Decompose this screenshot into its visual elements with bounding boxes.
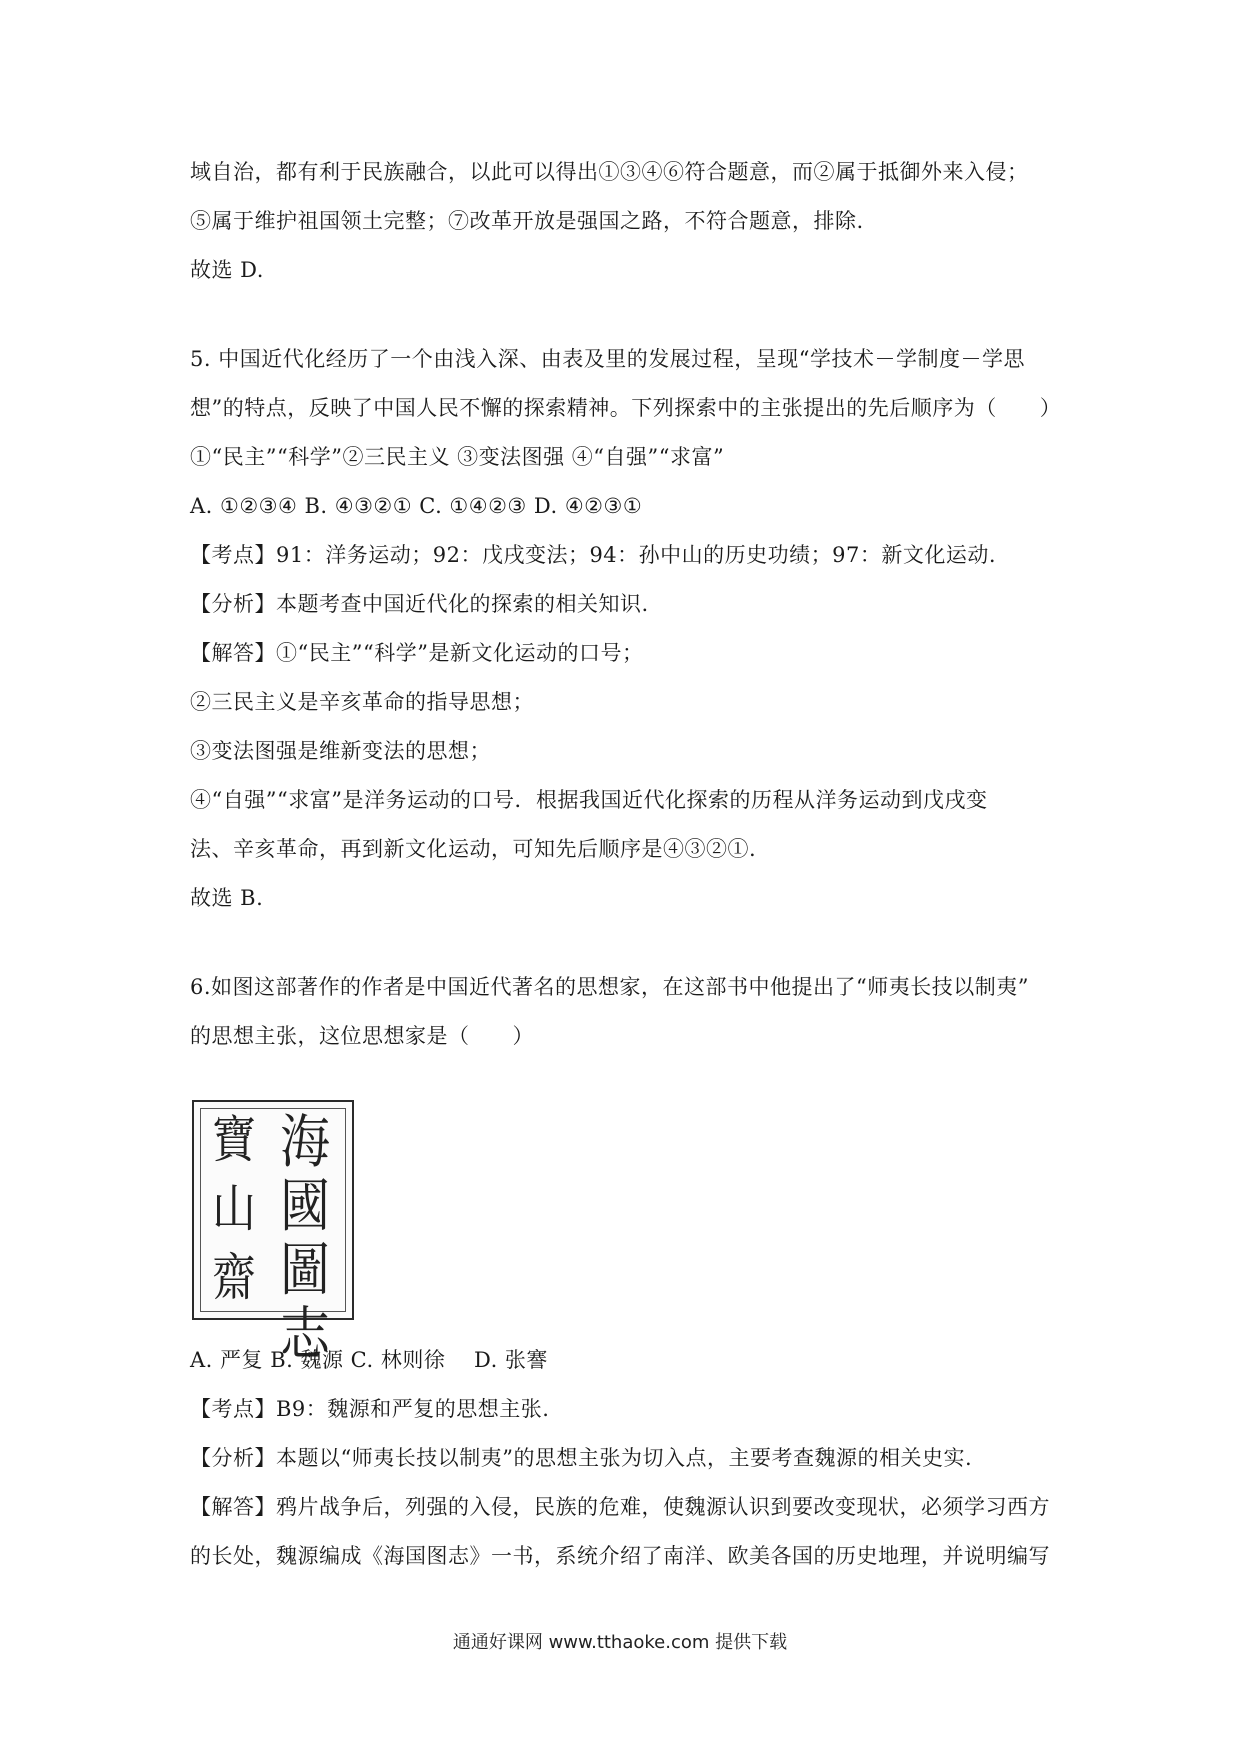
seal-title-char: 志	[280, 1300, 330, 1368]
prev-explanation-line-2: ⑤属于维护祖国领土完整；⑦改革开放是强国之路，不符合题意，排除.	[190, 209, 864, 233]
q5-stem-line-1: 5. 中国近代化经历了一个由浅入深、由表及里的发展过程，呈现“学技术－学制度－学思	[190, 347, 1025, 371]
seal-publisher-column	[206, 1110, 262, 1310]
seal-publisher-char: 寶	[212, 1111, 256, 1170]
prev-answer: 故选 D.	[190, 258, 264, 282]
q5-jieda-line-3: ③变法图强是维新变法的思想；	[190, 739, 491, 763]
q5-stem-line-2: 想”的特点，反映了中国人民不懈的探索精神。下列探索中的主张提出的先后顺序为（ ）	[190, 396, 1062, 420]
q5-fenxi: 【分析】本题考查中国近代化的探索的相关知识.	[190, 592, 649, 616]
seal-title-char: 海	[280, 1108, 330, 1176]
q5-answer: 故选 B.	[190, 886, 264, 910]
q6-jieda-line-2: 的长处，魏源编成《海国图志》一书，系统介绍了南洋、欧美各国的历史地理，并说明编写	[190, 1544, 1050, 1568]
seal-publisher-char: 山	[212, 1180, 256, 1239]
book-title-seal-image	[192, 1100, 354, 1368]
seal-title-char: 圖	[280, 1236, 330, 1304]
q6-kaodian: 【考点】B9：魏源和严复的思想主张.	[190, 1397, 550, 1421]
q5-jieda-line-1: 【解答】①“民主”“科学”是新文化运动的口号；	[190, 641, 644, 665]
prev-explanation-line-1: 域自治，都有利于民族融合，以此可以得出①③④⑥符合题意，而②属于抵御外来入侵；	[190, 160, 1029, 184]
seal-publisher-char: 齋	[212, 1249, 256, 1308]
q6-stem-line-1: 6.如图这部著作的作者是中国近代著名的思想家，在这部书中他提出了“师夷长技以制夷”	[190, 975, 1030, 999]
q5-items: ①“民主”“科学”②三民主义 ③变法图强 ④“自强”“求富”	[190, 445, 725, 469]
q5-jieda-line-2: ②三民主义是辛亥革命的指导思想；	[190, 690, 534, 714]
q6-jieda-line-1: 【解答】鸦片战争后，列强的入侵，民族的危难，使魏源认识到要改变现状，必须学习西方	[190, 1495, 1050, 1519]
q5-jieda-line-4: ④“自强”“求富”是洋务运动的口号．根据我国近代化探索的历程从洋务运动到戊戌变	[190, 788, 988, 812]
q6-options: A. 严复 B. 魏源 C. 林则徐 D. 张謇	[190, 1348, 548, 1372]
seal-title-column	[272, 1108, 338, 1368]
footer-download-note: 通通好课网 www.tthaoke.com 提供下载	[452, 1632, 788, 1653]
q5-kaodian: 【考点】91：洋务运动；92：戊戌变法；94：孙中山的历史功绩；97：新文化运动.	[190, 543, 997, 567]
q6-fenxi: 【分析】本题以“师夷长技以制夷”的思想主张为切入点，主要考查魏源的相关史实.	[190, 1446, 973, 1470]
q5-jieda-line-5: 法、辛亥革命，再到新文化运动，可知先后顺序是④③②①.	[190, 837, 757, 861]
q5-options: A. ①②③④ B. ④③②① C. ①④②③ D. ④②③①	[190, 494, 643, 518]
q6-stem-line-2: 的思想主张，这位思想家是（ ）	[190, 1024, 534, 1048]
seal-title-char: 國	[280, 1172, 330, 1240]
